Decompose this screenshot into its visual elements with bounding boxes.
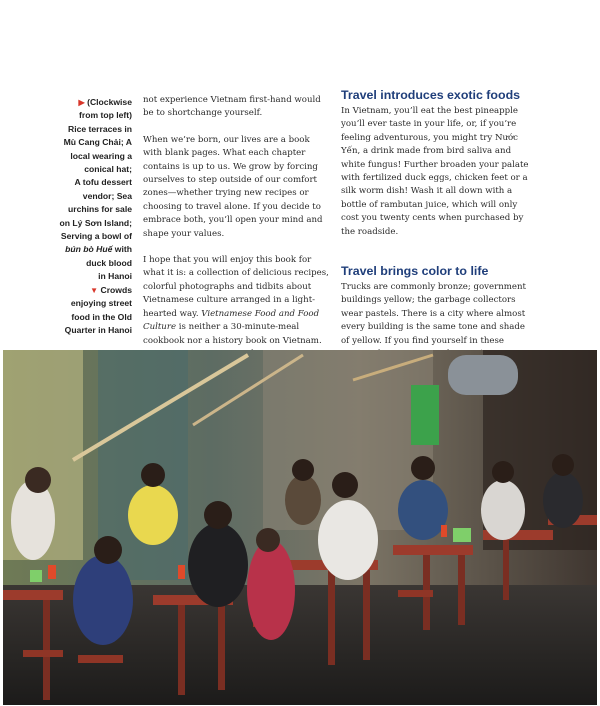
book-title: Vietnamese Food and Food Culture xyxy=(143,308,320,333)
caption-line: Quarter in Hanoi xyxy=(64,324,132,335)
body-column-left xyxy=(143,94,331,388)
caption-line: food in the Old xyxy=(71,311,132,322)
paragraph: I hope that you will enjoy this book for what it is: a collection of delicious recipes, colorful photographs and tidbits about Vietnamese culture arranged in a light-hearted way. Vietnamese Food and Food Culture is neither a 30-minute-meal cookbook nor a history book on Vietnam. xyxy=(143,255,329,346)
caption-line: duck blood xyxy=(86,257,132,268)
caption-line: A tofu dessert xyxy=(74,177,132,188)
caption-line: in Hanoi xyxy=(98,271,132,282)
body-column-right xyxy=(341,88,531,388)
triangle-down-icon: ▼ xyxy=(90,285,99,295)
caption-line: Rice terraces in xyxy=(67,123,132,134)
caption-line: ▼ Crowds xyxy=(90,284,132,295)
street-food-photo xyxy=(3,350,597,705)
caption-line: on Lý Sơn Island; xyxy=(59,217,132,228)
caption-line: local wearing a xyxy=(70,150,132,161)
caption-line: urchins for sale xyxy=(68,204,132,215)
photo-caption xyxy=(54,96,132,337)
section-heading: Travel introduces exotic foods xyxy=(341,88,521,102)
caption-line: conical hat; xyxy=(84,164,132,175)
caption-line: vendor; Sea xyxy=(82,190,132,201)
paragraph: When we’re born, our lives are a book with blank pages. What each chapter contains is up to us. We grow by forcing ourselves to step outside of our comfort zones—whether trying new recipes or choosing to travel alone. If you decide to embrace both, you’ll open your mind and shape your values. xyxy=(143,134,323,239)
caption-line: bún bò Huế with xyxy=(65,244,132,255)
paragraph: In Vietnam, you’ll eat the best pineapple you’ll ever taste in your life, or, if you’re feeling adventurous, you might try Nước Yến, a drink made from bird saliva and white fungus! Further broaden your palate with fertilized duck eggs, chicken feet or a silk worm dish! Wash it all down with a bottle of rambutan juice, which will only cost you twenty cents when purchased by the roadside. xyxy=(341,106,529,237)
caption-line: enjoying street xyxy=(70,298,132,309)
caption-line: Serving a bowl of xyxy=(60,231,132,242)
caption-line: Mù Cang Chải; A xyxy=(63,137,132,148)
paragraph: not experience Vietnam first-hand would be to shortchange yourself. xyxy=(143,95,321,119)
caption-line: ▶ (Clockwise xyxy=(78,97,132,107)
section-heading: Travel brings color to life xyxy=(341,264,489,279)
caption-line: from top left) xyxy=(79,110,132,121)
triangle-right-icon: ▶ xyxy=(78,98,85,107)
paragraph: Trucks are commonly bronze; government buildings yellow; the garbage collectors wear pastels. There is a city where almost every building is the same tone and shade of yellow. If you find yourself in these xyxy=(341,282,526,346)
